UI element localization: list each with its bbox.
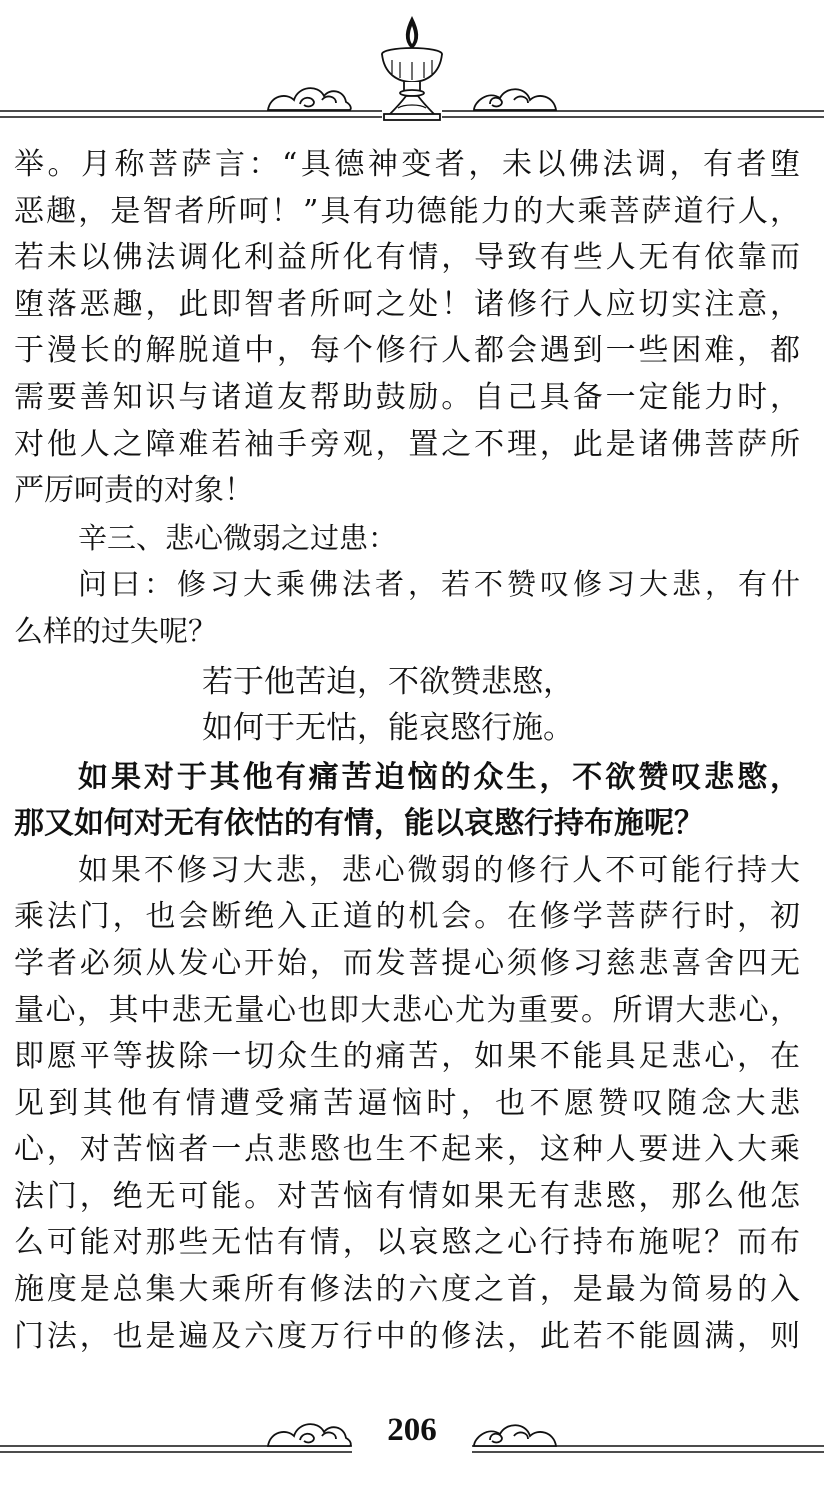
text-line: 量心，其中悲无量心也即大悲心尤为重要。所谓大悲心， [14,992,800,1028]
text-line: 堕落恶趣，此即智者所呵之处！诸修行人应切实注意， [14,286,800,322]
butter-lamp-icon [382,18,442,120]
text-line: 么可能对那些无怙有情，以哀愍之心行持布施呢？而布 [14,1225,800,1261]
verse-block [14,659,800,751]
text-line: 见到其他有情遭受痛苦逼恼时，也不愿赞叹随念大悲 [14,1085,800,1121]
text-line: 举。月称菩萨言：“具德神变者，未以佛法调，有者堕 [14,147,800,182]
text-line: 学者必须从发心开始，而发菩提心须修习慈悲喜舍四无 [14,945,800,981]
question-line: 么样的过失呢？ [14,613,218,648]
page-number: 206 [387,1412,437,1448]
text-line: 如果不修习大悲，悲心微弱的修行人不可能行持大 [78,852,800,888]
text-line: 门法，也是遍及六度万行中的修法，此若不能圆满，则 [14,1318,800,1354]
text-line: 心，对苦恼者一点悲愍也生不起来，这种人要进入大乘 [14,1132,800,1168]
text-line: 需要善知识与诸道友帮助鼓励。自己具备一定能力时， [14,379,800,415]
text-line: 乘法门，也会断绝入正道的机会。在修学菩萨行时，初 [14,899,800,935]
text-line: 法门，绝无可能。对苦恼有情如果无有悲愍，那么他怎 [14,1178,800,1214]
text-line: 恶趣，是智者所呵！”具有功德能力的大乘菩萨道行人， [14,193,800,229]
question-line: 问曰：修习大乘佛法者，若不赞叹修习大悲，有什 [78,567,800,602]
verse-line: 如何于无怙，能哀愍行施。 [202,709,574,746]
right-cloud-icon [474,89,556,110]
explanation-line: 如果对于其他有痛苦迫恼的众生，不欲赞叹悲愍， [78,759,800,795]
verse-explanation [14,755,800,848]
section-heading: 辛三、悲心微弱之过患： [78,520,398,555]
text-line: 对他人之障难若袖手旁观，置之不理，此是诸佛菩萨所 [14,426,800,462]
paragraph-1 [14,142,800,515]
text-line: 即愿平等拔除一切众生的痛苦，如果不能具足悲心，在 [14,1039,800,1075]
question-paragraph [14,561,800,654]
left-cloud-icon [268,88,351,110]
text-line: 施度是总集大乘所有修法的六度之首，是最为简易的入 [14,1272,800,1308]
text-line: 于漫长的解脱道中，每个修行人都会遇到一些困难，都 [14,333,800,369]
text-line: 若未以佛法调化利益所化有情，导致有些人无有依靠而 [14,240,800,276]
text-line: 严厉呵责的对象！ [14,473,254,509]
commentary-paragraph [14,848,800,1361]
header-ornament [0,0,824,128]
verse-line: 若于他苦迫，不欲赞悲愍， [202,663,574,700]
explanation-line: 那又如何对无有依怙的有情，能以哀愍行持布施呢？ [14,806,704,842]
page-content [14,142,800,1360]
